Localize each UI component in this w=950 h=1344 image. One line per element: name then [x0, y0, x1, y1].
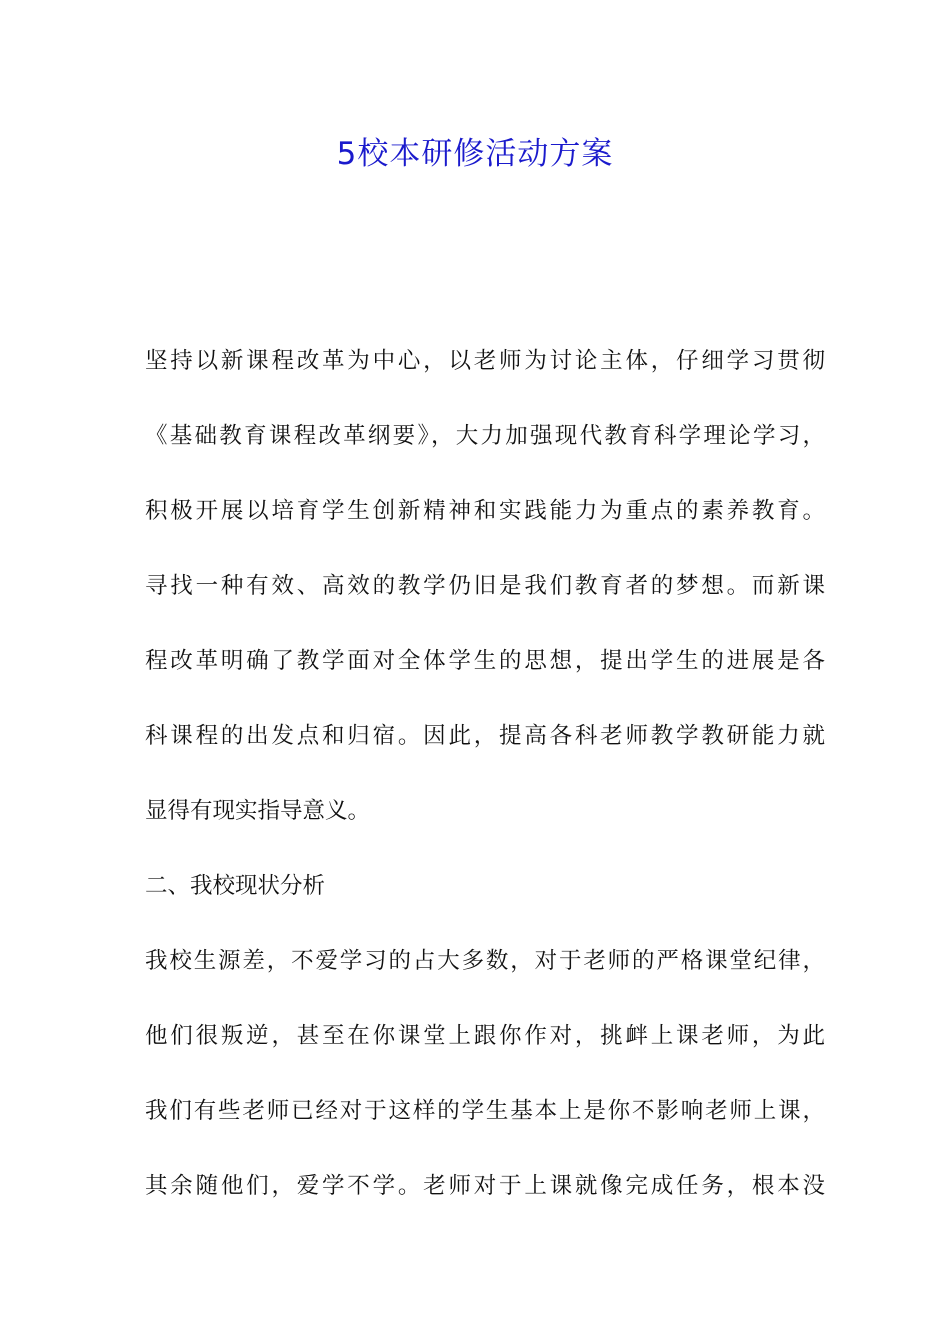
body-line: 我们有些老师已经对于这样的学生基本上是你不影响老师上课，: [145, 1098, 825, 1124]
document-body: [145, 336, 825, 1236]
body-line: 坚持以新课程改革为中心，以老师为讨论主体，仔细学习贯彻: [145, 348, 825, 374]
body-line: 寻找一种有效、高效的教学仍旧是我们教育者的梦想。而新课: [145, 573, 825, 599]
section-heading: 二、我校现状分析: [145, 873, 326, 899]
body-line: 程改革明确了教学面对全体学生的思想，提出学生的进展是各: [145, 648, 825, 674]
body-line: 他们很叛逆，甚至在你课堂上跟你作对，挑衅上课老师，为此: [145, 1023, 825, 1049]
document-title: 5校本研修活动方案: [336, 136, 614, 172]
body-line: 显得有现实指导意义。: [145, 798, 371, 824]
body-line: 《基础教育课程改革纲要》，大力加强现代教育科学理论学习，: [145, 423, 825, 449]
body-line: 我校生源差，不爱学习的占大多数，对于老师的严格课堂纪律，: [145, 948, 825, 974]
body-line: 积极开展以培育学生创新精神和实践能力为重点的素养教育。: [145, 498, 825, 524]
body-line: 其余随他们，爱学不学。老师对于上课就像完成任务，根本没: [145, 1173, 825, 1199]
body-line: 科课程的出发点和归宿。因此，提高各科老师教学教研能力就: [145, 723, 825, 749]
